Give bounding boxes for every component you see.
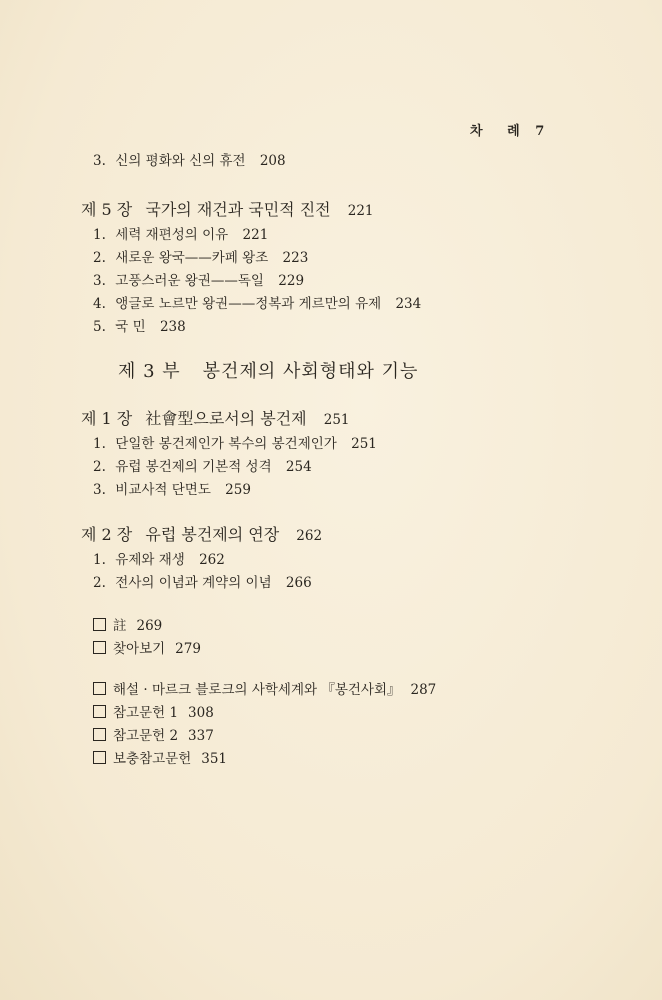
toc-part-3 [118, 357, 418, 383]
toc-section-continued [93, 150, 286, 173]
checkbox-square-icon [93, 618, 106, 631]
toc-box-entry: 보충참고문헌 351 [93, 748, 436, 771]
toc-box-entry: 참고문헌 1 308 [93, 702, 436, 725]
toc-chapter-1 [81, 406, 377, 502]
chapter-heading [81, 522, 322, 549]
toc-appendix-b [93, 679, 436, 771]
toc-box-entry: 참고문헌 2 337 [93, 725, 436, 748]
chapter-page: 262 [296, 528, 323, 544]
chapter-label: 제 1 장 [81, 409, 133, 428]
checkbox-square-icon [93, 751, 106, 764]
part-label: 제 3 부 [118, 361, 181, 382]
chapter-page: 251 [323, 412, 350, 428]
toc-entry: 4. 앵글로 노르만 왕권——정복과 게르만의 유제 234 [93, 296, 422, 312]
running-head-page: 7 [535, 124, 546, 139]
toc-entry: 2. 전사의 이념과 계약의 이념 266 [93, 575, 312, 591]
toc-appendix-a [93, 615, 201, 661]
checkbox-square-icon [93, 682, 106, 695]
chapter-title: 유럽 봉건제의 연장 [145, 525, 280, 544]
toc-entry: 3. 비교사적 단면도 259 [93, 482, 251, 498]
toc-entry: 1. 유제와 재생 262 [93, 552, 225, 568]
part-title: 봉건제의 사회형태와 기능 [202, 361, 419, 382]
toc-entry: 3. 고풍스러운 왕권——독일 229 [93, 273, 305, 289]
toc-entry: 3. 신의 평화와 신의 휴전 208 [93, 153, 286, 169]
chapter-title: 국가의 재건과 국민적 진전 [145, 200, 331, 219]
running-head-title: 차 례 [470, 124, 530, 139]
chapter-title: 社會型으로서의 봉건제 [145, 409, 307, 428]
toc-box-entry: 註 269 [93, 615, 201, 638]
checkbox-square-icon [93, 705, 106, 718]
toc-box-entry: 찾아보기 279 [93, 638, 201, 661]
toc-entry: 2. 새로운 왕국——카페 왕조 223 [93, 250, 309, 266]
chapter-label: 제 5 장 [81, 200, 133, 219]
toc-box-entry: 해설 · 마르크 블로크의 사학세계와 『봉건사회』 287 [93, 679, 436, 702]
running-head [470, 120, 545, 139]
chapter-page: 221 [347, 203, 374, 219]
part-heading [118, 357, 418, 383]
toc-chapter-5 [81, 197, 422, 339]
toc-entry: 1. 세력 재편성의 이유 221 [93, 227, 269, 243]
toc-chapter-2 [81, 522, 323, 595]
toc-entry-title: 신의 평화와 신의 휴전 [115, 153, 246, 169]
toc-entry: 2. 유럽 봉건제의 기본적 성격 254 [93, 459, 312, 475]
chapter-heading [81, 406, 377, 433]
chapter-label: 제 2 장 [81, 525, 133, 544]
checkbox-square-icon [93, 641, 106, 654]
toc-entry: 1. 단일한 봉건제인가 복수의 봉건제인가 251 [93, 436, 377, 452]
chapter-heading [81, 197, 421, 224]
toc-entry-page: 208 [259, 153, 286, 169]
toc-entry: 5. 국 민 238 [93, 319, 186, 335]
checkbox-square-icon [93, 728, 106, 741]
